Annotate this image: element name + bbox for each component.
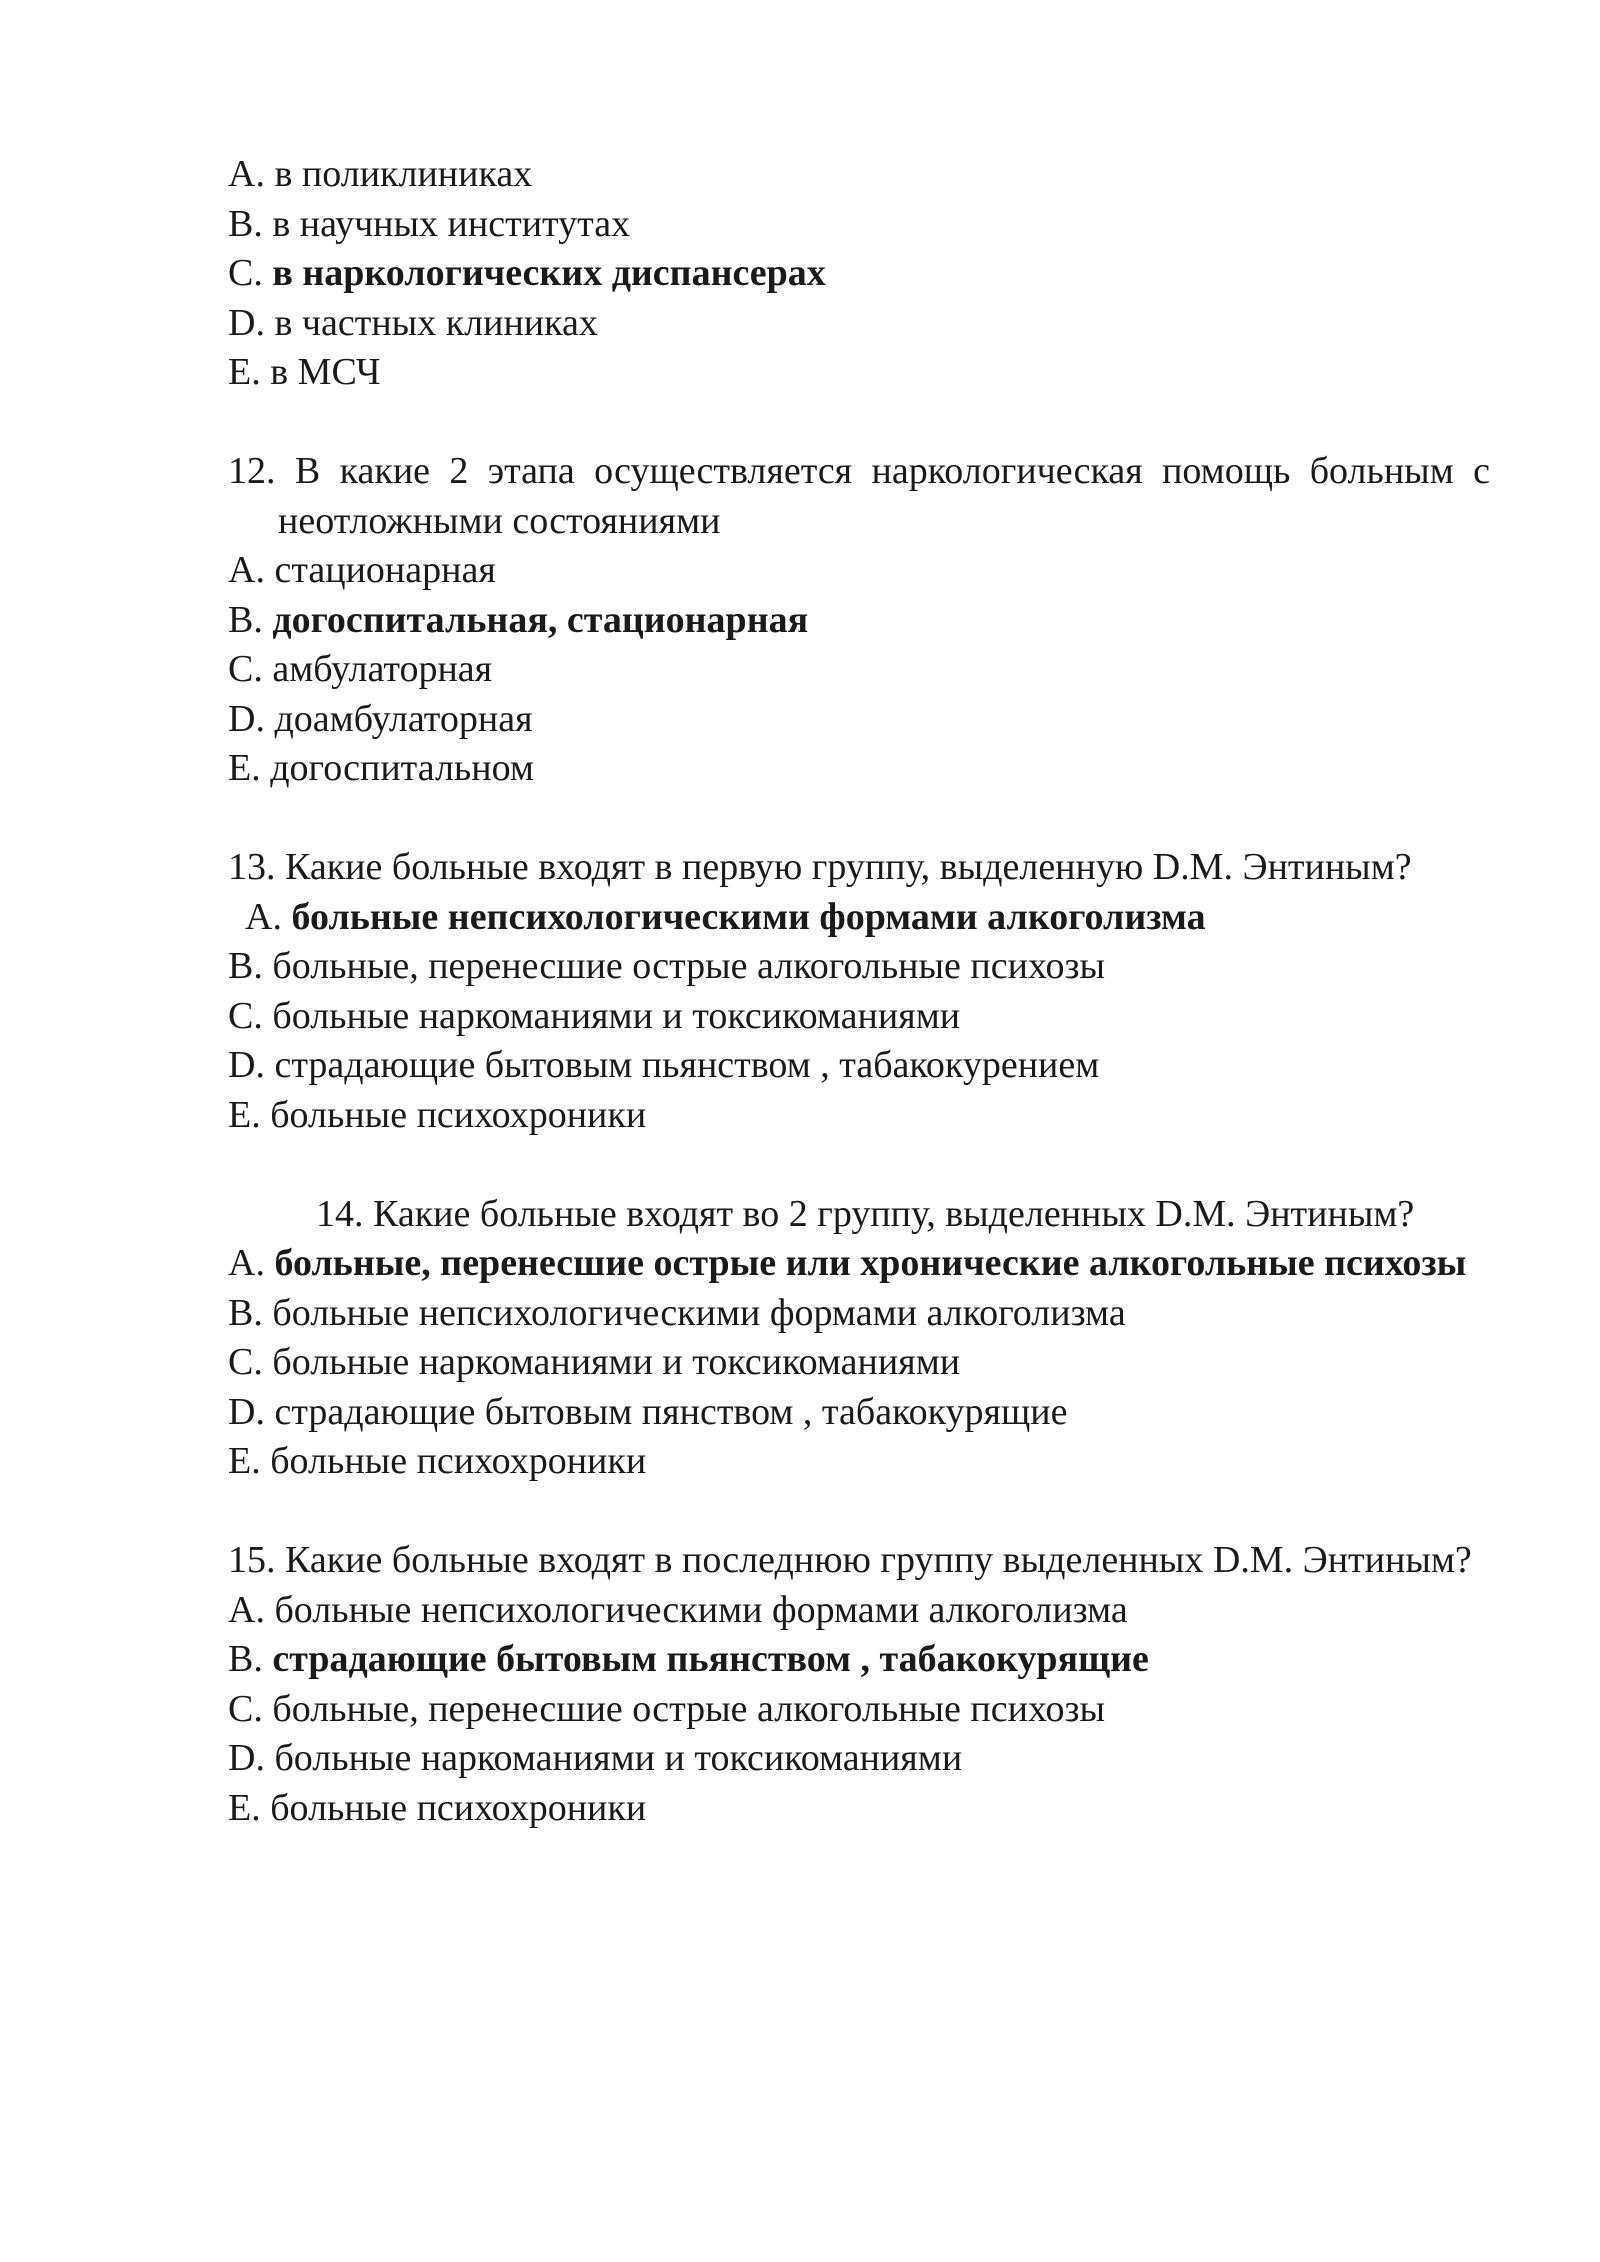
option-c: C. больные, перенесшие острые алкогольные психозы (228, 1687, 1106, 1730)
option-e: E. больные психохроники (228, 1440, 647, 1482)
option-a-correct: A. больные непсихологическими формами алкоголизма (245, 895, 1206, 938)
option-a: A. больные непсихологическими формами алкоголизма (228, 1588, 1128, 1631)
option-b-correct: B. страдающие бытовым пьянством , табакокурящие (228, 1638, 1149, 1680)
option-b: B. больные, перенесшие острые алкогольные психозы (228, 945, 1106, 987)
option-e: E. в МСЧ (228, 351, 381, 393)
question-14-text: 14. Какие больные входят во 2 группу, выделенных D.M. Энтиным? (316, 1192, 1415, 1235)
question-block-11-options (228, 150, 1490, 398)
question-12-text: 12. В какие 2 этапа осуществляется наркологическая помощь больным с неотложными состояниями (228, 450, 1490, 542)
option-e: E. больные психохроники (228, 1786, 647, 1829)
option-b-correct: B. догоспитальная, стационарная (228, 598, 809, 641)
option-b: B. больные непсихологическими формами алкоголизма (228, 1291, 1126, 1334)
option-d: D. доамбулаторная (228, 697, 533, 740)
option-d: D. страдающие бытовым пянством , табакокурящие (228, 1390, 1068, 1433)
option-c-correct: C. в наркологических диспансерах (228, 252, 826, 294)
option-d: D. больные наркоманиями и токсикоманиями (228, 1737, 963, 1779)
option-c: C. больные наркоманиями и токсикоманиями (228, 1341, 961, 1383)
document-page (228, 150, 1490, 1833)
option-c: C. больные наркоманиями и токсикоманиями (228, 994, 961, 1037)
question-block-12 (228, 447, 1490, 794)
question-15-text: 15. Какие больные входят в последнюю группу выделенных D.M. Энтиным? (228, 1539, 1472, 1581)
question-block-14 (228, 1190, 1490, 1487)
option-c: C. амбулаторная (228, 648, 493, 690)
option-e: E. догоспитальном (228, 747, 534, 789)
option-e: E. больные психохроники (228, 1093, 647, 1136)
question-13-text: 13. Какие больные входят в первую группу, выделенную D.M. Энтиным? (228, 846, 1412, 888)
option-b: B. в научных институтах (228, 202, 631, 245)
option-d: D. страдающие бытовым пьянством , табакокурением (228, 1044, 1100, 1086)
question-block-15 (228, 1536, 1490, 1833)
option-a: A. в поликлиниках (228, 153, 533, 195)
question-block-13 (228, 843, 1490, 1140)
option-a: A. стационарная (228, 549, 496, 591)
option-d: D. в частных клиниках (228, 301, 598, 344)
option-a-correct: A. больные, перенесшие острые или хронические алкогольные психозы (228, 1242, 1467, 1284)
